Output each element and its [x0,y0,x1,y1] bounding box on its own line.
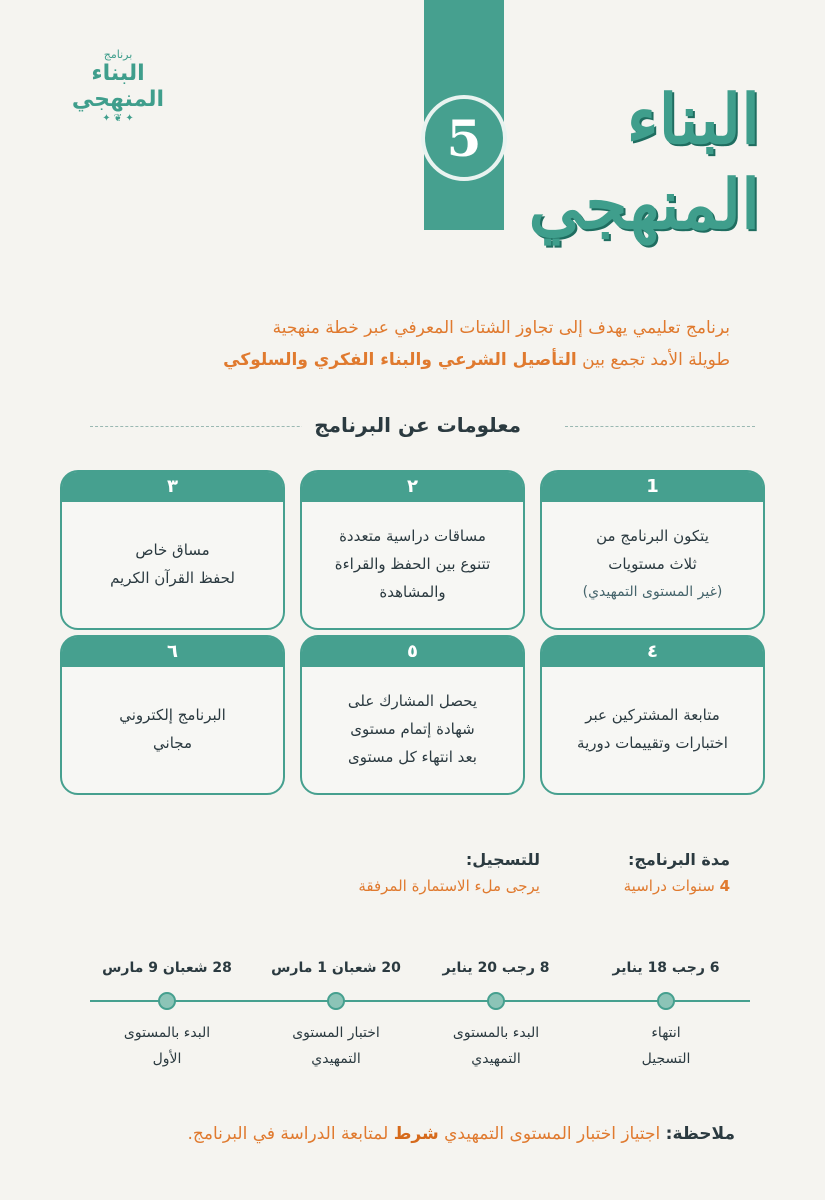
section-divider-right [565,426,755,427]
card-text: بعد انتهاء كل مستوى [348,748,477,766]
section-divider-left [90,426,330,427]
hero-title-line1: البناء [626,80,760,160]
note-after: لمتابعة الدراسة في البرنامج. [187,1124,389,1144]
hero-title-line2: المنهجي [528,165,760,245]
card-text: تتنوع بين الحفظ والقراءة [334,555,491,573]
card-number: ٦ [62,637,283,667]
note-strong: شرط [393,1124,439,1144]
note-before: اجتياز اختبار المستوى التمهيدي [444,1124,661,1144]
card-text: والمشاهدة [379,583,446,601]
timeline-label [261,1020,411,1072]
logo-title: البناء المنهجي [71,61,165,112]
intro-line2 [90,344,730,376]
timeline-line [90,1000,750,1002]
timeline-label-line: اختبار المستوى [292,1025,380,1041]
registration-block [358,850,540,895]
timeline-dot [487,992,505,1010]
timeline-dot [158,992,176,1010]
timeline-dot [657,992,675,1010]
card-number: ٥ [302,637,523,667]
card-text: ثلاث مستويات [608,555,697,573]
timeline-label [591,1020,741,1072]
card-text: اختبارات وتقييمات دورية [577,734,728,752]
info-card-4 [540,635,765,795]
timeline-label-line: الأول [152,1051,182,1067]
duration-number: 4 [719,877,730,895]
card-number: ٣ [62,472,283,502]
timeline-label-line: التسجيل [641,1051,691,1067]
duration-text: سنوات دراسية [623,877,715,895]
note [188,1124,735,1144]
info-card-5 [300,635,525,795]
timeline-label-line: التمهيدي [311,1051,361,1067]
section-title: معلومات عن البرنامج [302,413,533,437]
card-text: مساق خاص [135,541,210,559]
card-text: (غير المستوى التمهيدي) [582,584,723,600]
logo-small-text: برنامج [103,48,133,61]
card-text: لحفظ القرآن الكريم [110,569,235,587]
intro-text [90,312,730,376]
card-number: ٤ [542,637,763,667]
registration-label: للتسجيل: [465,850,540,869]
timeline-label [421,1020,571,1072]
note-key: ملاحظة: [665,1124,735,1144]
logo-ornament-icon: ✦ ❦ ✦ [102,113,134,124]
card-number: 1 [542,472,763,502]
timeline-label-line: التمهيدي [471,1051,521,1067]
timeline-label-line: البدء بالمستوى [452,1025,540,1041]
duration-block [624,850,730,895]
program-logo [58,48,178,124]
intro-line1: برنامج تعليمي يهدف إلى تجاوز الشتات المعرفي عبر خطة منهجية [272,318,730,338]
info-card-1 [540,470,765,630]
timeline-dot [327,992,345,1010]
duration-value [624,877,730,895]
intro-line2-plain: طويلة الأمد تجمع بين [582,350,730,370]
timeline-date: 28 شعبان 9 مارس [102,960,232,976]
card-text: متابعة المشتركين عبر [585,706,720,724]
timeline-label [92,1020,242,1072]
timeline-date: 8 رجب 20 يناير [442,960,550,976]
card-text: مساقات دراسية متعددة [339,527,486,545]
card-text: يحصل المشارك على [347,692,478,710]
info-card-2 [300,470,525,630]
timeline-label-line: انتهاء [651,1025,681,1041]
card-text: البرنامج إلكتروني [119,706,226,724]
timeline-date: 6 رجب 18 يناير [612,960,720,976]
hero-number-badge: 5 [421,95,507,181]
card-number: ٢ [302,472,523,502]
section-header [90,413,755,439]
timeline-label-line: البدء بالمستوى [123,1025,211,1041]
intro-line2-bold: التأصيل الشرعي والبناء الفكري والسلوكي [223,350,577,370]
timeline-date: 20 شعبان 1 مارس [271,960,401,976]
duration-label: مدة البرنامج: [628,850,730,869]
info-card-6 [60,635,285,795]
registration-value: يرجى ملء الاستمارة المرفقة [358,877,540,895]
card-text: شهادة إتمام مستوى [350,720,475,738]
card-text: يتكون البرنامج من [596,527,709,545]
card-text: مجاني [153,734,192,752]
info-card-3 [60,470,285,630]
